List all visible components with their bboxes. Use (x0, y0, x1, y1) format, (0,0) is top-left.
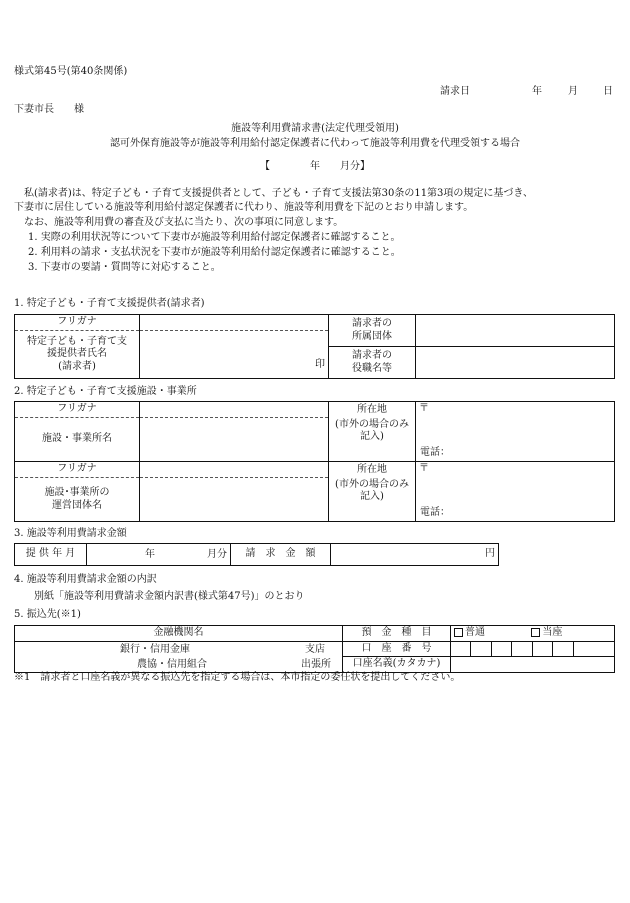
requester-title-label-1: 請求者の (352, 350, 392, 361)
operator-address-note-2: 記入) (360, 491, 384, 502)
service-year-label: 年 (145, 549, 155, 560)
operator-furigana-field[interactable] (140, 462, 329, 478)
form-number: 様式第45号(第40条関係) (14, 66, 128, 77)
facility-phone-label: 電話： (420, 446, 450, 458)
ordinary-checkbox[interactable] (454, 627, 485, 638)
provider-table (14, 314, 615, 379)
account-holder-label: 口座名義(カタカナ) (343, 657, 451, 673)
provider-furigana-field[interactable] (140, 315, 329, 331)
account-digit-6[interactable] (553, 641, 574, 657)
bank-name-field[interactable] (15, 641, 343, 672)
facility-address-label: 所在地 (329, 402, 416, 418)
operator-address-field[interactable] (416, 462, 615, 522)
provider-name-label-1: 特定子ども・子育て支 (27, 335, 127, 347)
account-digit-4[interactable] (512, 641, 533, 657)
request-day-label: 日 (603, 86, 613, 97)
account-digit-3[interactable] (492, 641, 512, 657)
consent-item-3: 3. 下妻市の要請・質問等に対応すること。 (28, 262, 221, 273)
provider-name-label (15, 331, 140, 379)
provider-name-field[interactable] (140, 331, 329, 379)
seal-mark: 印 (315, 358, 325, 370)
requester-title-label-2: 役職名等 (352, 362, 392, 374)
operator-address-label: 所在地 (329, 462, 416, 478)
operator-name-field[interactable] (140, 478, 329, 522)
bank-type-1: 銀行・信用金庫 (120, 643, 190, 655)
operator-furigana-label: フリガナ (15, 462, 140, 478)
account-digit-7[interactable] (574, 641, 615, 657)
facility-address-note (329, 418, 416, 462)
section1-heading: 1. 特定子ども・子育て支援提供者(請求者) (14, 298, 205, 309)
deposit-type-options (451, 626, 615, 642)
form-title: 施設等利用費請求書(法定代理受領用) (231, 123, 399, 134)
requester-org-label-2: 所属団体 (352, 330, 392, 342)
yen-label: 円 (485, 548, 495, 560)
facility-name-label: 施設・事業所名 (15, 418, 140, 462)
bank-table (14, 625, 615, 673)
current-checkbox[interactable] (531, 627, 562, 638)
requester-org-label-1: 請求者の (352, 318, 392, 329)
operator-name-label-1: 施設･事業所の (44, 487, 110, 498)
request-month-label: 月 (568, 86, 578, 97)
intro-paragraph-line2: 下妻市に居住している施設等利用給付認定保護者に代わり、施設等利用費を下記のとおり申請します。 (14, 202, 474, 213)
billing-period: 【 年 月分】 (260, 161, 370, 172)
operator-name-label-2: 運営団体名 (52, 499, 102, 511)
breakdown-reference: 別紙「施設等利用費請求金額内訳書(様式第47号)」のとおり (34, 591, 305, 602)
provider-name-label-3: (請求者) (58, 360, 96, 372)
checkbox-icon (454, 628, 463, 637)
facility-address-field[interactable] (416, 402, 615, 462)
facility-address-note-2: 記入) (360, 431, 384, 442)
ordinary-label: 普通 (465, 627, 485, 638)
addressee: 下妻市長 様 (14, 104, 84, 115)
request-year-label: 年 (532, 86, 542, 97)
operator-address-note (329, 478, 416, 522)
operator-postal-mark: 〒 (419, 463, 429, 474)
operator-phone-label: 電話： (420, 506, 450, 518)
section5-heading: 5. 振込先(※1) (14, 609, 81, 620)
checkbox-icon (531, 628, 540, 637)
footnote: ※1 請求者と口座名義が異なる振込先を指定する場合は、本市指定の委任状を提出してください。 (14, 672, 461, 683)
consent-item-1: 1. 実際の利用状況等について下妻市が施設等利用給付認定保護者に確認すること。 (28, 232, 401, 243)
requester-org-label (329, 315, 416, 347)
consent-intro: なお、施設等利用費の審査及び支払に当たり、次の事項に同意します。 (24, 217, 344, 228)
branch-label-2: 出張所 (301, 658, 331, 670)
section4-heading: 4. 施設等利用費請求金額の内訳 (14, 574, 157, 585)
deposit-type-label: 預 金 種 目 (343, 626, 451, 642)
provider-name-label-2: 援提供者氏名 (47, 348, 107, 360)
current-label: 当座 (542, 627, 563, 638)
intro-paragraph-line1: 私(請求者)は、特定子ども・子育て支援提供者として、子ども・子育て支援法第30条の11第3項の規定に基づき、 (24, 188, 534, 199)
facility-address-note-1: (市外の場合のみ (335, 418, 409, 430)
request-date-label: 請求日 (440, 86, 470, 97)
operator-name-label (15, 478, 140, 522)
branch-label-1: 支店 (305, 643, 325, 655)
consent-item-2: 2. 利用料の請求・支払状況を下妻市が施設等利用給付認定保護者に確認すること。 (28, 247, 401, 258)
form-subtitle: 認可外保育施設等が施設等利用給付認定保護者に代わって施設等利用費を代理受領する場合 (110, 138, 520, 149)
account-digit-5[interactable] (533, 641, 553, 657)
facility-name-field[interactable] (140, 418, 329, 462)
facility-table (14, 401, 615, 522)
claim-amount-field[interactable] (331, 544, 499, 566)
bank-type-2: 農協・信用組合 (137, 658, 207, 670)
account-digit-2[interactable] (471, 641, 492, 657)
section3-heading: 3. 施設等利用費請求金額 (14, 528, 127, 539)
requester-org-field[interactable] (416, 315, 615, 347)
section2-heading: 2. 特定子ども・子育て支援施設・事業所 (14, 386, 197, 397)
bank-name-label: 金融機関名 (15, 626, 343, 642)
amount-table (14, 543, 499, 566)
service-period-label: 提 供 年 月 (15, 544, 87, 566)
requester-title-label (329, 347, 416, 379)
facility-furigana-field[interactable] (140, 402, 329, 418)
account-holder-field[interactable] (451, 657, 615, 673)
facility-postal-mark: 〒 (419, 403, 429, 414)
account-digit-1[interactable] (451, 641, 471, 657)
operator-address-note-1: (市外の場合のみ (335, 478, 409, 490)
furigana-label: フリガナ (15, 315, 140, 331)
service-month-label: 月分 (207, 549, 227, 560)
requester-title-field[interactable] (416, 347, 615, 379)
claim-amount-label: 請 求 金 額 (231, 544, 331, 566)
service-period-field[interactable] (87, 544, 231, 566)
facility-furigana-label: フリガナ (15, 402, 140, 418)
account-number-label: 口 座 番 号 (343, 641, 451, 657)
